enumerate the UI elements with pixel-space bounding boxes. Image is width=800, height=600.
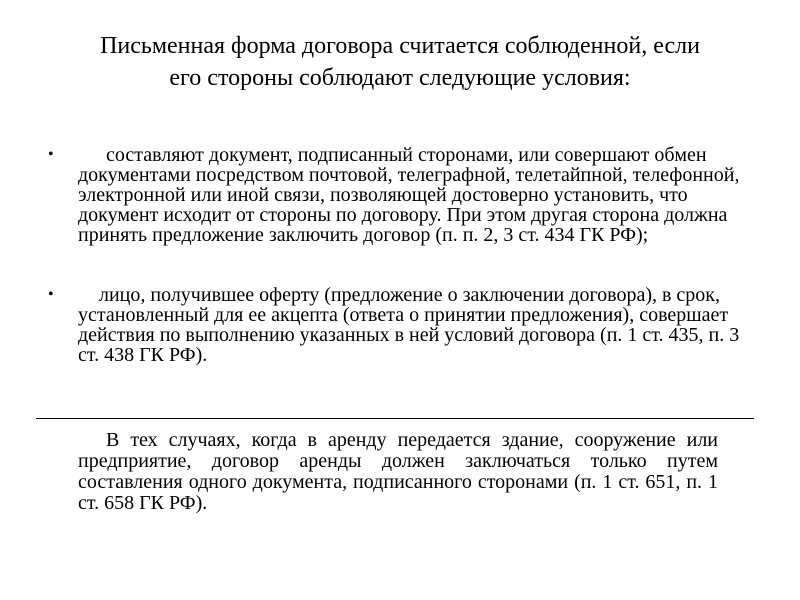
- divider: [36, 418, 754, 419]
- bullet-text: составляют документ, подписанный сторонами, или совершают обмен документами посредством почтовой, телеграфной, телетайпной, телефонной, электронной или иной связи, позволяющей достоверно установить, что документ исходит от стороны по договору. При этом другая сторона должна принять предложение заключить договор (п. п. 2, 3 ст. 434 ГК РФ);: [78, 144, 740, 246]
- title-line-1: Письменная форма договора считается соблюденной, если: [100, 33, 700, 59]
- bullet-item: [0, 145, 753, 245]
- bullet-marker: •: [48, 146, 54, 163]
- bullet-marker: •: [48, 286, 54, 303]
- bullet-list: [0, 145, 800, 405]
- title-line-2: его стороны соблюдают следующие условия:: [169, 65, 631, 91]
- bullet-text: лицо, получившее оферту (предложение о заключении договора), в срок, установленный для ее акцепта (ответа о принятии предложения), совершает действия по выполнению указанных в ней условий договора (п. 1 ст. 435, п. 3 ст. 438 ГК РФ).: [78, 284, 740, 366]
- slide-title: [40, 30, 760, 94]
- body-paragraph: В тех случаях, когда в аренду передается здание, сооружение или предприятие, договор аренды должен заключаться только путем составления одного документа, подписанного сторонами (п. 1 ст. 651, п. 1 ст. 658 ГК РФ).: [78, 429, 718, 514]
- bullet-item: [0, 285, 753, 365]
